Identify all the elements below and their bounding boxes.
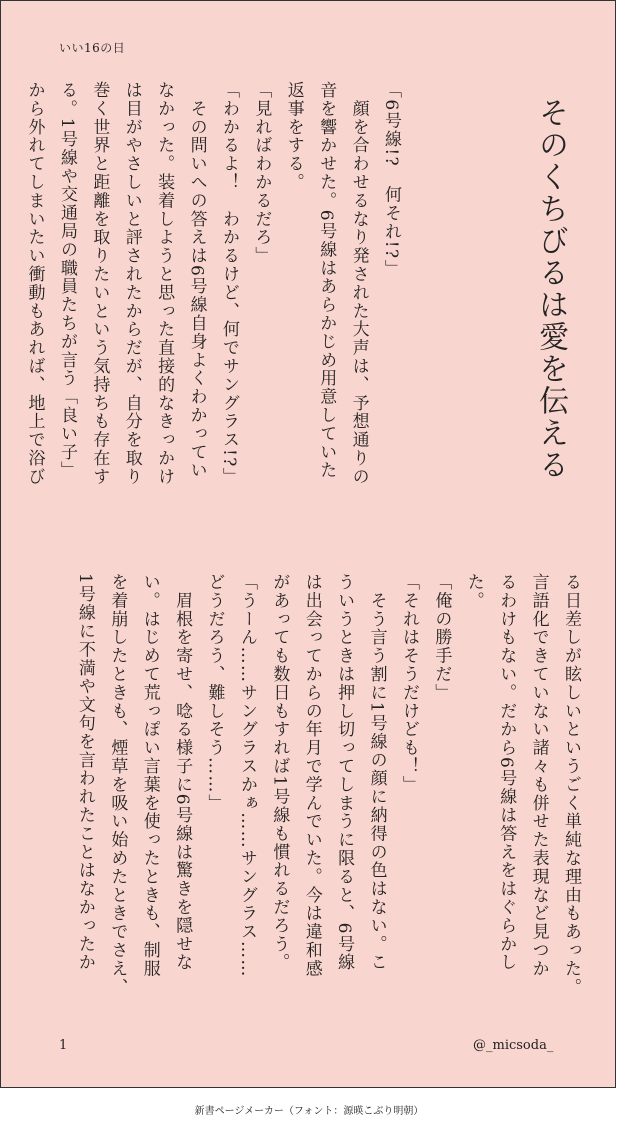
generator-caption: 新書ページメーカー（フォント：源暎こぶり明朝） (194, 1106, 424, 1117)
text-line: た。 (463, 573, 484, 610)
text-line: ういうときは押し切ってしまうに限ると、6号線 (334, 573, 355, 972)
text-line: る日差しが眩しいというごく単純な理由もあった。 (561, 573, 581, 997)
text-line: 巻く世界と距離を取りたいという気持ちも存在す (89, 81, 110, 486)
page-header: いい16の日 (59, 41, 126, 55)
text-line: から外れてしまいたい衝動もあれば、地上で浴び (24, 81, 45, 486)
text-line: 「見ればわかるだろ」 (251, 81, 272, 265)
text-line: そう言う割に1号線の顔に納得の色はない。こ (366, 573, 387, 972)
text-line: 眉根を寄せ、唸る様子に6号線は驚きを隠せな (172, 573, 193, 972)
author-handle: @_micsoda_ (473, 1038, 554, 1053)
text-line: る。1号線や交通局の職員たちが言う「良い子」 (56, 81, 77, 480)
text-line: どうだろう、難しそう……」 (204, 573, 225, 813)
text-line: 「わかるよ！ わかるけど、何でサングラス!?」 (218, 81, 239, 487)
body-text-lower (57, 573, 587, 1003)
text-line: るわけもない。だから6号線は答えをはぐらかし (496, 573, 517, 972)
text-line: 音を響かせた。6号線はあらかじめ用意していた (316, 81, 337, 480)
text-line: 「6号線!? 何それ!?」 (381, 81, 401, 278)
story-title: そのくちびるは愛を伝える (533, 97, 568, 481)
body-text-upper (24, 81, 407, 536)
text-line: を着崩したときも、煙草を吸い始めたときでさえ、 (107, 573, 128, 997)
text-line: 1号線に不満や文句を言われたことはなかったか (74, 573, 95, 972)
text-line: その問いへの答えは6号線自身よくわかってい (186, 81, 207, 480)
text-line: 言語化できていない諸々も併せた表現など見つか (528, 573, 549, 978)
text-line: は目がやさしいと評されたからだが、自分を取り (121, 81, 142, 486)
text-line: があっても数日もすれば1号線も慣れるだろう。 (269, 573, 290, 972)
text-line: 顔を合わせるなり発された大声は、予想通りの (348, 81, 369, 486)
text-line: なかった。装着しようと思った直接的なきっかけ (154, 81, 175, 486)
text-line: 「うーん……サングラスかぁ……サングラス…… (236, 573, 257, 978)
text-line: 「俺の勝手だ」 (431, 573, 452, 702)
text-line: い。はじめて荒っぽい言葉を使ったときも、制服 (139, 573, 160, 978)
text-line: は出会ってからの年月で学んでいた。今は違和感 (301, 573, 322, 978)
page-number: 1 (59, 1038, 68, 1053)
text-line: 返事をする。 (283, 81, 304, 192)
text-line: 「それはそうだけども！」 (398, 573, 419, 794)
